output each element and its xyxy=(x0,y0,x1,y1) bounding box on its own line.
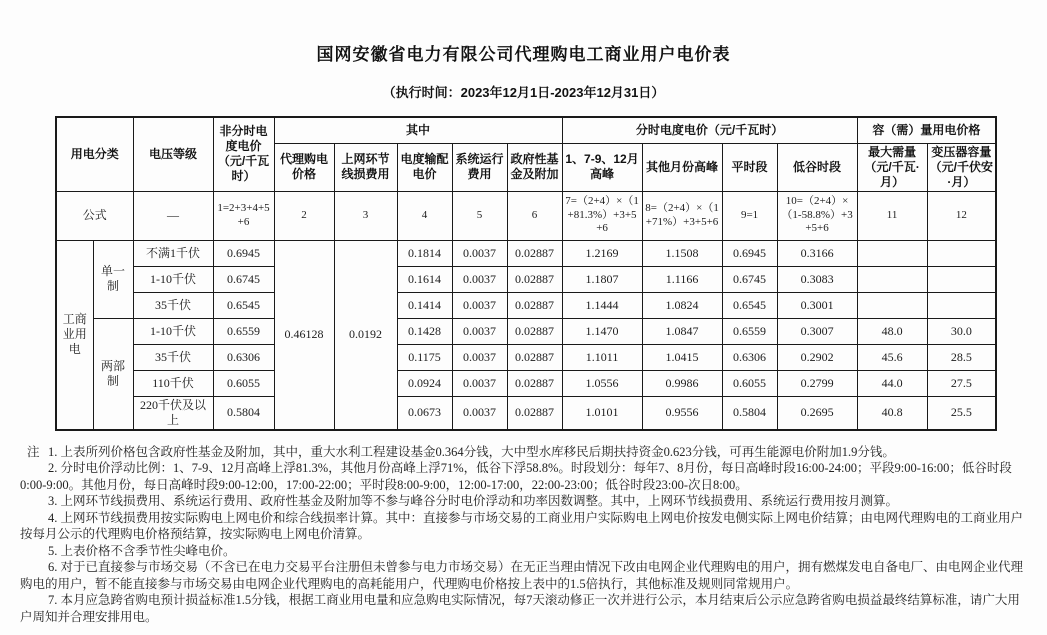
formula-10: 10=（2+4）×（1-58.8%）+3+5+6 xyxy=(777,191,857,240)
demand-cell: 40.8 xyxy=(857,396,927,430)
transmission-cell: 0.1175 xyxy=(397,344,452,370)
group-two-part-system: 两部制 xyxy=(93,318,133,430)
demand-cell: 44.0 xyxy=(857,370,927,396)
peak2-cell: 1.1508 xyxy=(642,240,722,266)
gov-funds-cell: 0.02887 xyxy=(507,318,562,344)
demand-cell: 48.0 xyxy=(857,318,927,344)
system-fee-cell: 0.0037 xyxy=(452,292,507,318)
header-capacity-price: 容（需）量用电价格 xyxy=(857,117,996,143)
voltage-cell: 35千伏 xyxy=(133,292,213,318)
gov-funds-cell: 0.02887 xyxy=(507,396,562,430)
note-item-5: 5. 上表价格不含季节性尖峰电价。 xyxy=(48,543,236,558)
system-fee-cell: 0.0037 xyxy=(452,266,507,292)
flat-period-cell: 0.6306 xyxy=(722,344,777,370)
peak2-cell: 0.9986 xyxy=(642,370,722,396)
note-item-7: 7. 本月应急跨省购电预计损益标准1.5分钱，根据工商业用电量和应急购电实际情况，每7天滚动修正一次并进行公示，本月结束后公示应急跨省购电损益最终结算标准，请广大用户周知并合理安排用电。 xyxy=(20,593,1020,624)
header-grid-loss-fee: 上网环节线损费用 xyxy=(334,143,397,191)
flat-period-cell: 0.6945 xyxy=(722,240,777,266)
peak1-cell: 1.2169 xyxy=(562,240,642,266)
formula-6: 6 xyxy=(507,191,562,240)
header-max-demand: 最大需量（元/千瓦·月） xyxy=(857,143,927,191)
header-other-months-peak: 其他月份高峰 xyxy=(642,143,722,191)
formula-11: 11 xyxy=(857,191,927,240)
formula-5: 5 xyxy=(452,191,507,240)
header-tou-price: 分时电度电价（元/千瓦时） xyxy=(562,117,857,143)
system-fee-cell: 0.0037 xyxy=(452,370,507,396)
page-title: 国网安徽省电力有限公司代理购电工商业用户电价表 xyxy=(316,45,731,64)
flat-period-cell: 0.6545 xyxy=(722,292,777,318)
valley-cell: 0.3083 xyxy=(777,266,857,292)
note-item-4: 4. 上网环节线损费用按实际购电上网电价和综合线损率计算。其中：直接参与市场交易的工商业用户实际购电上网电价按发电侧实际上网电价结算；由电网代理购电的工商业用户按每月公示的代理购电价格预结算，按实际购电上网电价清算。 xyxy=(20,510,1024,541)
formula-1: 1=2+3+4+5+6 xyxy=(213,191,274,240)
notes-section xyxy=(20,444,1025,626)
demand-cell xyxy=(857,266,927,292)
formula-3: 3 xyxy=(334,191,397,240)
valley-cell: 0.2902 xyxy=(777,344,857,370)
formula-7: 7=（2+4）×（1+81.3%）+3+5+6 xyxy=(562,191,642,240)
valley-cell: 0.2695 xyxy=(777,396,857,430)
gov-funds-cell: 0.02887 xyxy=(507,240,562,266)
valley-cell: 0.3001 xyxy=(777,292,857,318)
formula-4: 4 xyxy=(397,191,452,240)
capacity-cell: 27.5 xyxy=(927,370,996,396)
header-transmission-price: 电度输配电价 xyxy=(397,143,452,191)
header-system-operation-fee: 系统运行费用 xyxy=(452,143,507,191)
capacity-cell: 25.5 xyxy=(927,396,996,430)
peak2-cell: 1.0415 xyxy=(642,344,722,370)
note-item-6: 6. 对于已直接参与市场交易（不含已在电力交易平台注册但未曾参与电力市场交易）在无正当理由情况下改由电网企业代理购电的用户，拥有燃煤发电自备电厂、由电网企业代理购电的用户，暂不能直接参与市场交易由电网企业代理购电的高耗能用户，代理购电价格按上表中的1.5倍执行，其他标准及规则同常规用户。 xyxy=(20,560,1024,591)
valley-cell: 0.3166 xyxy=(777,240,857,266)
voltage-cell: 1-10千伏 xyxy=(133,266,213,292)
formula-8: 8=（2+4）×（1+71%）+3+5+6 xyxy=(642,191,722,240)
gov-funds-cell: 0.02887 xyxy=(507,344,562,370)
flat-price-cell: 0.6055 xyxy=(213,370,274,396)
group-single-system: 单一制 xyxy=(93,240,133,318)
notes-label: 注 xyxy=(27,444,40,459)
peak1-cell: 1.0101 xyxy=(562,396,642,430)
capacity-cell: 28.5 xyxy=(927,344,996,370)
transmission-cell: 0.1414 xyxy=(397,292,452,318)
execution-period: （执行时间：2023年12月1日-2023年12月31日） xyxy=(382,85,665,100)
capacity-cell: 30.0 xyxy=(927,318,996,344)
voltage-cell: 1-10千伏 xyxy=(133,318,213,344)
transmission-cell: 0.1614 xyxy=(397,266,452,292)
header-voltage-level: 电压等级 xyxy=(133,117,213,191)
header-user-category: 用电分类 xyxy=(56,117,133,191)
formula-label: 公式 xyxy=(56,191,133,240)
demand-cell xyxy=(857,292,927,318)
header-agency-price: 代理购电价格 xyxy=(274,143,334,191)
valley-cell: 0.2799 xyxy=(777,370,857,396)
header-transformer-capacity: 变压器容量（元/千伏安·月） xyxy=(927,143,996,191)
peak2-cell: 1.0847 xyxy=(642,318,722,344)
transmission-cell: 0.1428 xyxy=(397,318,452,344)
flat-price-cell: 0.6945 xyxy=(213,240,274,266)
transmission-cell: 0.0673 xyxy=(397,396,452,430)
flat-price-cell: 0.6306 xyxy=(213,344,274,370)
formula-dash: — xyxy=(133,191,213,240)
peak1-cell: 1.1011 xyxy=(562,344,642,370)
note-item-1: 1. 上表所列价格包含政府性基金及附加，其中，重大水利工程建设基金0.364分钱，大中型水库移民后期扶持资金0.623分钱，可再生能源电价附加1.9分钱。 xyxy=(48,444,895,459)
peak2-cell: 0.9556 xyxy=(642,396,722,430)
flat-price-cell: 0.6559 xyxy=(213,318,274,344)
system-fee-cell: 0.0037 xyxy=(452,318,507,344)
system-fee-cell: 0.0037 xyxy=(452,396,507,430)
voltage-cell: 35千伏 xyxy=(133,344,213,370)
header-peak-months: 1、7-9、12月高峰 xyxy=(562,143,642,191)
flat-period-cell: 0.6559 xyxy=(722,318,777,344)
gov-funds-cell: 0.02887 xyxy=(507,292,562,318)
header-flat-period: 平时段 xyxy=(722,143,777,191)
system-fee-cell: 0.0037 xyxy=(452,344,507,370)
voltage-cell: 不满1千伏 xyxy=(133,240,213,266)
header-gov-funds-surcharge: 政府性基金及附加 xyxy=(507,143,562,191)
demand-cell xyxy=(857,240,927,266)
price-table xyxy=(55,116,997,431)
agency-price-cell: 0.46128 xyxy=(274,240,334,430)
peak1-cell: 1.1470 xyxy=(562,318,642,344)
header-flat-rate-price: 非分时电度电价（元/千瓦时） xyxy=(213,117,274,191)
peak1-cell: 1.0556 xyxy=(562,370,642,396)
capacity-cell xyxy=(927,292,996,318)
voltage-cell: 220千伏及以上 xyxy=(133,396,213,430)
formula-2: 2 xyxy=(274,191,334,240)
valley-cell: 0.3007 xyxy=(777,318,857,344)
flat-price-cell: 0.6545 xyxy=(213,292,274,318)
formula-12: 12 xyxy=(927,191,996,240)
gov-funds-cell: 0.02887 xyxy=(507,266,562,292)
note-item-2: 2. 分时电价浮动比例：1、7-9、12月高峰上浮81.3%，其他月份高峰上浮71%，低谷下浮58.8%。时段划分：每年7、8月份，每日高峰时段16:00-24:00；平段9:00-16:00；低谷时段0:00-9:00。其他月份，每日高峰时段9:00-12:00，17:00-22:00；平时段8:00-9:00，12:00-17:00，22:00-23:00；低谷时段23:00-次日8:00。 xyxy=(20,461,1012,492)
gov-funds-cell: 0.02887 xyxy=(507,370,562,396)
header-among-which: 其中 xyxy=(274,117,562,143)
flat-period-cell: 0.5804 xyxy=(722,396,777,430)
transmission-cell: 0.0924 xyxy=(397,370,452,396)
peak2-cell: 1.1166 xyxy=(642,266,722,292)
peak2-cell: 1.0824 xyxy=(642,292,722,318)
peak1-cell: 1.1807 xyxy=(562,266,642,292)
transmission-cell: 0.1814 xyxy=(397,240,452,266)
flat-price-cell: 0.5804 xyxy=(213,396,274,430)
system-fee-cell: 0.0037 xyxy=(452,240,507,266)
peak1-cell: 1.1444 xyxy=(562,292,642,318)
formula-9: 9=1 xyxy=(722,191,777,240)
flat-period-cell: 0.6745 xyxy=(722,266,777,292)
note-item-3: 3. 上网环节线损费用、系统运行费用、政府性基金及附加等不参与峰谷分时电价浮动和功率因数调整。其中，上网环节线损费用、系统运行费用按月测算。 xyxy=(48,494,899,508)
header-valley-period: 低谷时段 xyxy=(777,143,857,191)
category-industrial-commercial: 工商业用电 xyxy=(56,240,93,430)
grid-loss-cell: 0.0192 xyxy=(334,240,397,430)
flat-period-cell: 0.6055 xyxy=(722,370,777,396)
capacity-cell xyxy=(927,240,996,266)
voltage-cell: 110千伏 xyxy=(133,370,213,396)
flat-price-cell: 0.6745 xyxy=(213,266,274,292)
capacity-cell xyxy=(927,266,996,292)
demand-cell: 45.6 xyxy=(857,344,927,370)
